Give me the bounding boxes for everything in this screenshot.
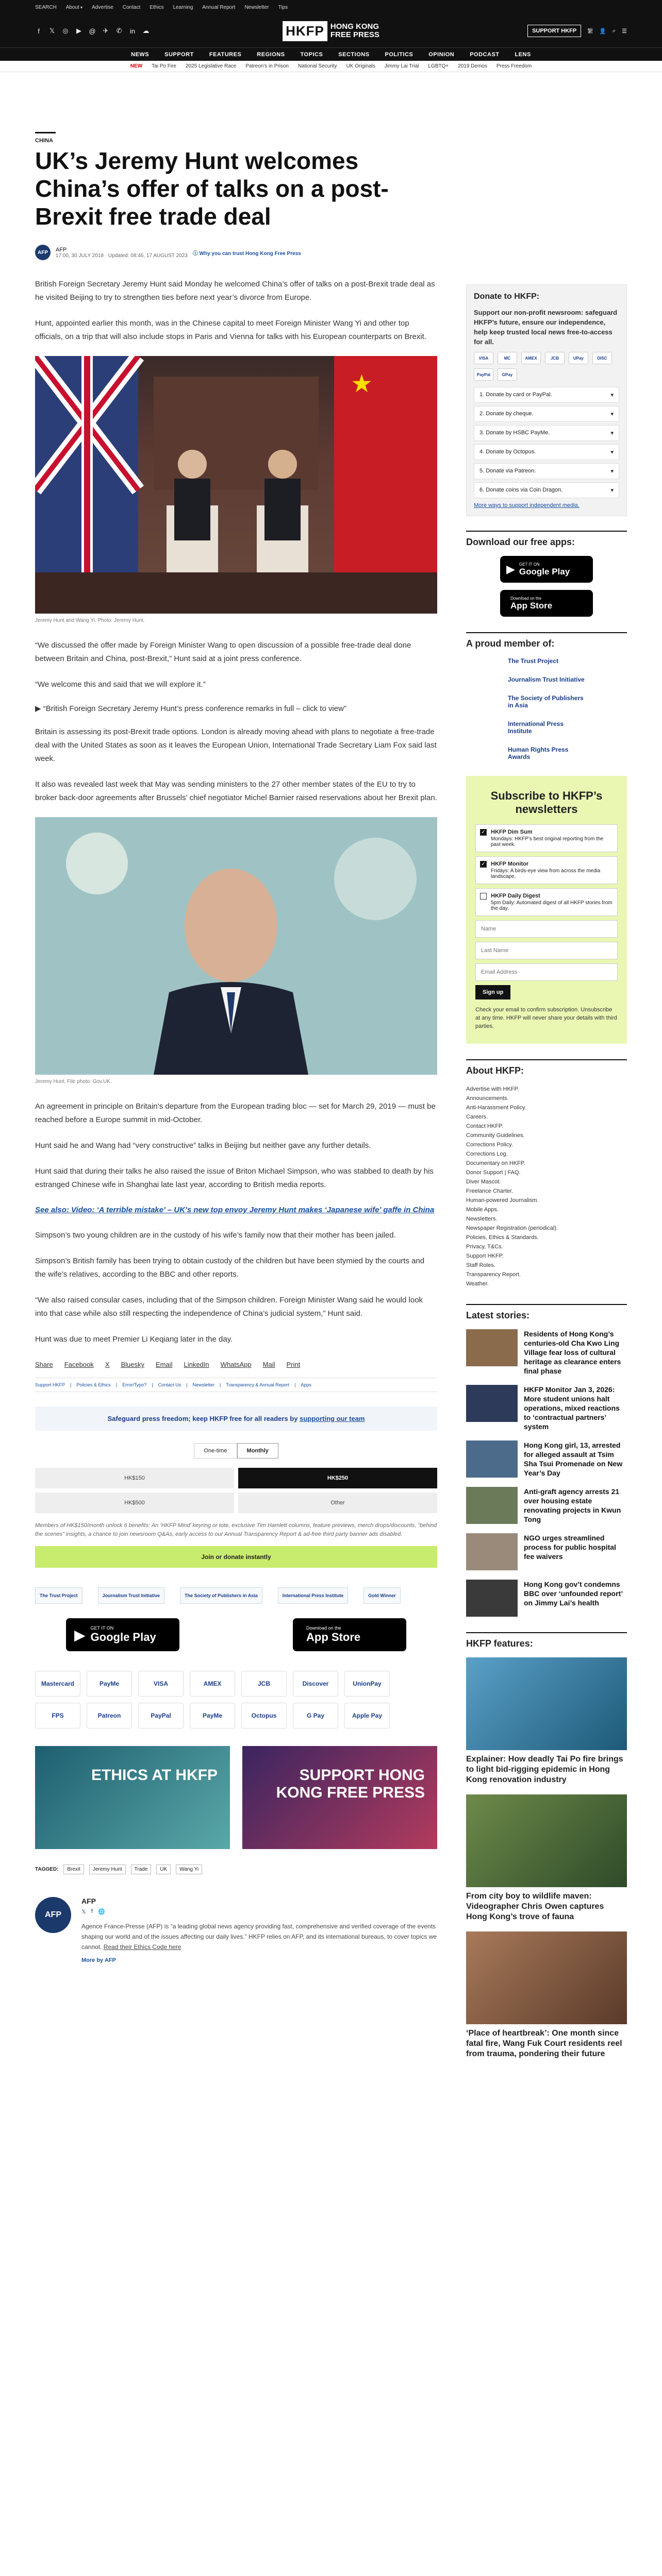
feature-item[interactable] [466,1931,627,2059]
donate-intro: Support our non-profit newsroom: safeguard HKFP’s future, ensure our independence, help keep trusted local news free-to-access for all. [474,309,618,346]
sopa-logo[interactable]: The Society of Publishers in Asia [180,1587,262,1604]
article-footer-links: Support HKFP | Policies & Ethics | Error/Typo? | Contact Us | Newsletter | Transparency & Annual Report | Apps [35,1378,437,1392]
share-print[interactable]: Print [286,1361,301,1368]
footer-link[interactable]: Contact Us [158,1382,181,1387]
card-logo: MC [498,352,517,364]
main-nav [0,47,662,61]
newsletter-desc: Fridays: A birds-eye view from across the media landscape. [491,868,601,879]
donate-option-label: 1. Donate by card or PayPal. [479,392,552,398]
donate-widget-title: Donate to HKFP: [474,292,540,301]
about-link[interactable]: Privacy, T&Cs. [466,1244,503,1250]
donate-option[interactable] [474,425,619,441]
paragraph: Hunt was due to meet Premier Li Keqiang later in the day. [35,1335,233,1344]
feature-headline[interactable]: Explainer: How deadly Tai Po fire brings to light bid-rigging epidemic in Hong Kong renovation industry [466,1755,623,1784]
story-thumbnail[interactable] [466,1440,518,1478]
feature-headline[interactable]: ‘Place of heartbreak’: One month since fatal fire, Wang Fuk Court residents reel from trauma, pondering their future [466,2029,622,2058]
card-logo: DISC [592,352,612,364]
amount-option-selected[interactable]: HK$250 [238,1468,437,1488]
donate-banner [35,1406,437,1431]
badge-line2: Google Play [519,566,570,577]
author-bio [81,1921,437,1952]
footer-link[interactable]: Transparency & Annual Report [226,1382,290,1387]
story-thumbnail[interactable] [466,1329,518,1366]
donate-option-label: 4. Donate by Octopus. [479,449,536,455]
tag[interactable]: Wang Yi [176,1865,202,1874]
ipi-logo[interactable]: International Press Institute [508,720,564,735]
payment-logo: Patreon [87,1703,132,1728]
payment-methods [35,1671,437,1728]
donate-option[interactable] [474,444,619,460]
newsletter-option[interactable] [475,888,618,916]
app-store-badge[interactable] [500,590,593,617]
youtube-icon[interactable]: ▶ [76,27,81,35]
language-toggle[interactable]: 繁 [587,28,593,35]
trending-link[interactable]: Tai Po Fire [152,63,176,69]
nav-features[interactable]: FEATURES [209,51,242,58]
newsletter-name: HKFP Daily Digest [491,893,540,899]
story-item[interactable] [466,1580,627,1617]
features-title: HKFP features: [466,1632,627,1649]
search-icon[interactable]: ⌕ [612,27,616,34]
donate-option-label: 2. Donate by cheque. [479,411,534,417]
donate-option[interactable] [474,463,619,479]
footer-link[interactable]: Newsletter [192,1382,215,1387]
story-headline[interactable]: Anti-graft agency arrests 21 over housing estate renovating projects in Kwun Tong [524,1487,621,1523]
search-link[interactable]: SEARCH [35,4,57,10]
share-bar [35,1361,437,1368]
svg-text:★: ★ [351,370,373,398]
paragraph: Simpson’s two young children are in the custody of his wife’s family now that their mother has been jailed. [35,1231,396,1240]
share-whatsapp[interactable]: WhatsApp [220,1361,252,1368]
tag[interactable]: Brexit [63,1865,84,1874]
ethics-link[interactable]: Ethics [150,4,164,10]
payment-logo: PayPal [138,1703,184,1728]
about-link[interactable]: Newspaper Registration (periodical). [466,1225,558,1231]
newsletter-option[interactable] [475,824,618,852]
award-logo[interactable]: Gold Winner [363,1587,400,1604]
trust-project-logo[interactable]: The Trust Project [35,1587,82,1604]
tags-label: TAGGED: [35,1867,59,1872]
photo-hunt [35,817,437,1075]
paragraph: Hunt, appointed earlier this month, was in the Chinese capital to meet Foreign Minister Wang Yi and other top officials, on a trip that will also include stops in Paris and Vienna for talks with his European counterparts on Brexit. [35,319,427,341]
about-link[interactable]: Support HKFP. [466,1253,504,1259]
signup-button[interactable]: Sign up [475,985,510,999]
nav-lens[interactable]: LENS [515,51,531,58]
google-play-icon: ▶ [506,563,515,575]
card-logo: VISA [474,352,493,364]
logo-name [330,23,379,39]
support-hkfp-button[interactable]: SUPPORT HKFP [527,25,581,37]
story-item[interactable] [466,1385,627,1431]
about-link[interactable]: Announcements. [466,1095,509,1101]
amount-option[interactable]: HK$500 [35,1493,234,1513]
paragraph: An agreement in principle on Britain’s departure from the European trading bloc — set for March 29, 2019 — must be reached before a Europe summit in mid-October. [35,1102,436,1124]
about-link[interactable]: Weather. [466,1281,489,1287]
footer-link[interactable]: Policies & Ethics [76,1382,111,1387]
chevron-down-icon: ▾ [610,487,614,494]
paragraph: “We welcome this and said that we will explore it.” [35,680,206,689]
about-link[interactable]: Careers. [466,1114,488,1120]
photo-caption: Jeremy Hunt. File photo: Gov.UK. [35,1079,112,1084]
nav-podcast[interactable]: PODCAST [470,51,500,58]
logo-mark: HKFP [283,21,327,41]
nav-topics[interactable]: TOPICS [300,51,323,58]
badge-line2: Google Play [90,1631,156,1643]
paragraph: It also was revealed last week that May was sending ministers to the 27 other member states of the EU to try to broker back-door agreements after Brussels’ chief negotiator Michel Barnier raised reservations about her Brexit plan. [35,780,437,802]
newsletter-name: HKFP Dim Sum [491,829,533,835]
trending-link[interactable]: 2025 Legislative Race [185,63,237,69]
expand-remarks-toggle[interactable]: ▶ “British Foreign Secretary Jeremy Hunt’s press conference remarks in full – click to view” [35,704,346,713]
payment-logo: JCB [241,1671,287,1697]
nav-support[interactable]: SUPPORT [164,51,194,58]
photo-hunt-wang [35,356,437,614]
about-link[interactable]: Corrections Log. [466,1151,508,1157]
annual-report-link[interactable]: Annual Report [202,4,236,10]
trending-link[interactable]: Press Freedom [496,63,532,69]
user-icon[interactable]: 👤 [599,28,606,35]
badge-line1: Download on the [306,1625,341,1631]
first-name-input[interactable] [475,920,618,938]
nav-news[interactable]: NEWS [131,51,150,58]
donate-widget [466,284,627,516]
paragraph: Hunt said he and Wang had “very constructive” talks in Beijing but neither gave any further details. [35,1141,371,1150]
card-logo: GPay [498,368,517,381]
award-logo[interactable]: Human Rights Press Awards [508,746,569,760]
bluesky-icon[interactable]: ☁ [142,27,150,35]
author-box-avatar[interactable]: AFP [35,1897,71,1933]
support-promo[interactable]: SUPPORT HONG KONG FREE PRESS [242,1746,437,1849]
ipi-logo[interactable]: International Press Institute [278,1587,349,1604]
chevron-down-icon: ▾ [610,468,614,474]
about-link[interactable]: About ▾ [66,5,82,10]
trending-link[interactable]: UK Originals [346,63,375,69]
payment-logo: PayMe [190,1703,235,1728]
payment-logo: FPS [35,1703,80,1728]
feature-thumbnail[interactable] [466,1794,627,1887]
share-bluesky[interactable]: Bluesky [121,1361,144,1368]
article [35,132,437,1963]
telegram-icon[interactable]: ✈ [103,27,109,35]
email-input[interactable] [475,963,618,981]
ethics-code-link[interactable]: Read their Ethics Code here [103,1943,181,1951]
latest-title: Latest stories: [466,1304,627,1321]
story-item[interactable] [466,1329,627,1376]
paragraph: British Foreign Secretary Jeremy Hunt said Monday he welcomed China’s offer of talks on a post-Brexit trade deal as he visited Beijing to try to strengthen ties before next year’s divorce from Europe. [35,280,435,302]
card-logo: UPay [569,352,588,364]
donate-option-label: 6. Donate coins via Coin Dragon. [479,487,563,493]
about-link[interactable]: Advertise with HKFP. [466,1086,519,1092]
member-logos [466,657,627,760]
about-link[interactable]: Contact HKFP. [466,1123,503,1129]
checkbox[interactable] [480,893,487,900]
feature-headline[interactable]: From city boy to wildlife maven: Videographer Chris Owen captures Hong Kong’s trove of fauna [466,1892,604,1921]
sidebar [466,284,627,2069]
app-badges [66,1618,406,1651]
story-item[interactable] [466,1533,627,1570]
logo-name-line2: FREE PRESS [330,30,379,39]
payment-logo: UnionPay [344,1671,390,1697]
paragraph: Britain is assessing its post-Brexit trade options. London is already moving ahead with plans to negotiate a free-trade deal with the United States as soon as it leaves the European Union, International Trade Secretary Liam Fox said last week. [35,727,437,763]
tag[interactable]: Trade [131,1865,152,1874]
story-headline[interactable]: NGO urges streamlined process for public hospital fee waivers [524,1534,616,1561]
share-mail[interactable]: Mail [262,1361,275,1368]
about-link[interactable]: Staff Roles. [466,1262,495,1268]
chevron-down-icon: ▾ [610,449,614,455]
google-play-icon: ▶ [74,1626,86,1643]
author-box [35,1897,437,1963]
share-email[interactable]: Email [156,1361,173,1368]
social-icons [35,27,150,35]
article-category[interactable]: CHINA [35,132,56,144]
newsletter-note: Check your email to confirm subscription. Unsubscribe at any time. HKFP will never share your details with third parties. [475,1007,617,1029]
payment-logo: AMEX [190,1671,235,1697]
tab-monthly[interactable]: Monthly [237,1443,278,1459]
about-link[interactable]: Community Guidelines. [466,1132,525,1139]
badge-line2: App Store [510,600,553,611]
story-headline[interactable]: HKFP Monitor Jan 3, 2026: More student unions halt operations, mixed reactions to ‘contractual partners’ system [524,1385,620,1431]
donate-option[interactable] [474,482,619,498]
about-link[interactable]: Documentary on HKFP. [466,1160,525,1166]
photo-caption: Jeremy Hunt and Wang Yi. Photo: Jeremy Hunt. [35,618,145,623]
trending-link[interactable]: LGBTQ+ [428,63,449,69]
about-link[interactable]: Donor Support | FAQ. [466,1170,521,1176]
donate-option-label: 5. Donate via Patreon. [479,468,536,474]
masthead [0,14,662,47]
trending-link[interactable]: 2019 Demos [458,63,487,69]
newsletter-title: Subscribe to HKFP’s newsletters [490,789,603,816]
byline [35,245,437,260]
trust-link-label: Why you can trust Hong Kong Free Press [199,250,301,257]
partner-logos [35,1587,437,1604]
donate-option[interactable] [474,387,619,403]
card-logo: AMEX [521,352,541,364]
jti-logo[interactable]: Journalism Trust Initiative [98,1587,165,1604]
nav-opinion[interactable]: OPINION [428,51,455,58]
payment-logo: PayMe [87,1671,132,1697]
badge-line1: GET IT ON [519,562,540,567]
story-item[interactable] [466,1440,627,1478]
join-donate-button[interactable]: Join or donate instantly [35,1546,437,1568]
facebook-icon[interactable]: f [91,1908,93,1914]
chevron-down-icon: ▾ [610,392,614,398]
article-photo [35,817,437,1075]
card-logo: JCB [545,352,565,364]
donate-option-label: 3. Donate by HSBC PayMe. [479,430,550,436]
sopa-logo[interactable]: The Society of Publishers in Asia [508,694,584,709]
google-play-badge[interactable] [66,1618,179,1651]
about-link[interactable]: Human-powered Journalism. [466,1197,539,1204]
story-thumbnail[interactable] [466,1533,518,1570]
payment-logo: Discover [293,1671,338,1697]
nav-sections[interactable]: SECTIONS [338,51,370,58]
donate-option[interactable] [474,406,619,422]
feature-item[interactable] [466,1794,627,1922]
top-utility-bar [0,0,662,14]
story-thumbnail[interactable] [466,1580,518,1617]
app-store-badge[interactable] [293,1618,406,1651]
google-play-badge[interactable] [500,556,593,583]
about-links [466,1084,627,1289]
badge-line1: GET IT ON [90,1625,114,1631]
checkbox-checked[interactable]: ✓ [480,829,487,836]
support-team-link[interactable]: supporting our team [300,1415,365,1422]
card-logos [474,352,619,381]
footer-link[interactable]: Error/Typo? [122,1382,147,1387]
about-link[interactable]: Anti-Harassment Policy. [466,1105,526,1111]
article-title: UK’s Jeremy Hunt welcomes China’s offer of talks on a post-Brexit free trade deal [35,147,389,230]
amount-option[interactable]: HK$150 [35,1468,234,1488]
newsletter-name: HKFP Monitor [491,861,529,867]
tier-benefits: Members of HK$150/month unlock 6 benefits: An ‘HKFP Mind’ keyring or tote, exclusive Tim Hamlett columns, feature previews, merch drops/discounts, “behind the scenes” insights, a chance to join newsroom Q&As, early access to our Annual Transparency Report & ad-free third party banner ads disabled. [35,1522,437,1537]
publish-date: 17:00, 30 JULY 2018 · Updated: 08:46, 17 AUGUST 2023 [56,252,188,259]
chevron-down-icon: ▾ [610,430,614,436]
about-link[interactable]: Mobile Apps. [466,1207,499,1213]
author-bio-text: Agence France-Presse (AFP) is “a leading global news agency providing fast, comprehensive and verified coverage of the events shaping our world and of the issues affecting our daily lives.” HKFP relies on AFP, and its international bureaus, to cover topics we cannot. [81,1923,437,1951]
promo-banners [35,1746,437,1849]
apps-title: Download our free apps: [466,531,627,548]
author-box-name[interactable]: AFP [81,1897,96,1905]
contact-link[interactable]: Contact [122,4,141,10]
donate-frequency-toggle [35,1443,437,1459]
trust-project-logo[interactable]: The Trust Project [508,657,559,665]
about-title: About HKFP: [466,1059,627,1076]
nav-regions[interactable]: REGIONS [257,51,285,58]
paragraph: Simpson’s British family has been trying to obtain custody of the children but have been stymied by the courts and the wife’s relatives, according to the BBC and other reports. [35,1257,425,1279]
last-name-input[interactable] [475,942,618,959]
paragraph: Hunt said that during their talks he also raised the issue of Briton Michael Simpson, who was stabbed to death by his estranged Chinese wife in Shanghai late last year, according to British media reports. [35,1167,434,1189]
share-x[interactable]: X [105,1361,110,1368]
story-headline[interactable]: Hong Kong gov’t condemns BBC over ‘unfounded report’ on Jimmy Lai’s health [524,1580,623,1607]
tab-one-time[interactable]: One-time [194,1443,237,1459]
trending-link[interactable]: National Security [297,63,337,69]
donate-banner-text: Safeguard press freedom; keep HKFP free for all readers by [107,1415,298,1422]
donate-amounts [35,1468,437,1513]
footer-link[interactable]: Apps [301,1382,311,1387]
share-facebook[interactable]: Facebook [64,1361,94,1368]
author-avatar[interactable]: AFP [35,245,51,260]
tag[interactable]: Jeremy Hunt [89,1865,126,1874]
share-linkedin[interactable]: LinkedIn [184,1361,209,1368]
logo-name-line1: HONG KONG [330,22,379,31]
author-name[interactable]: AFP [56,246,67,253]
advertise-link[interactable]: Advertise [92,4,113,10]
ethics-promo[interactable]: ETHICS AT HKFP [35,1746,230,1849]
more-by-author-link[interactable]: More by AFP [81,1957,116,1963]
about-link[interactable]: Diver Mascot. [466,1179,501,1185]
author-social [81,1908,437,1915]
twitter-icon[interactable]: 𝕏 [81,1909,86,1915]
whatsapp-icon[interactable]: ✆ [116,27,122,35]
tag-list [35,1865,437,1874]
story-headline[interactable]: Hong Kong girl, 13, arrested for alleged assault at Tsim Sha Tsui Promenade on New Year’s Day [524,1441,623,1477]
about-link[interactable]: Freelance Charter. [466,1188,514,1194]
about-link[interactable]: Newsletters. [466,1216,498,1222]
about-link[interactable]: Policies, Ethics & Standards. [466,1234,539,1241]
new-badge: NEW [130,63,143,69]
footer-link[interactable]: Support HKFP [35,1382,65,1387]
payment-logo: Octopus [241,1703,287,1728]
chevron-down-icon: ▾ [610,411,614,417]
tips-link[interactable]: Tips [278,4,288,10]
newsletter-link[interactable]: Newsletter [244,4,269,10]
facebook-icon[interactable]: f [38,27,40,35]
paragraph: “We also raised consular cases, including that of the Simpson children. Foreign Minister Wang said he would look into that case while also still respecting the independence of China’s judicial system,” Hunt said. [35,1296,423,1318]
more-ways-link[interactable]: More ways to support independent media. [474,502,580,509]
story-item[interactable] [466,1487,627,1524]
badge-line2: App Store [306,1631,361,1643]
feature-thumbnail[interactable] [466,1657,627,1750]
amount-option-other[interactable]: Other [238,1493,437,1513]
about-link[interactable]: Corrections Policy. [466,1142,513,1148]
trust-link[interactable]: ⓘ Why you can trust Hong Kong Free Press [192,250,301,257]
card-logo: PayPal [474,368,493,381]
instagram-icon[interactable]: ◎ [62,27,69,35]
learning-link[interactable]: Learning [173,4,193,10]
member-title: A proud member of: [466,632,627,649]
newsletter-signup [466,776,627,1044]
trending-link[interactable]: Jimmy Lai Trial [384,63,419,69]
story-thumbnail[interactable] [466,1487,518,1524]
threads-icon[interactable]: @ [89,27,96,35]
newsletter-desc: 5pm Daily: Automated digest of all HKFP stories from the day. [491,900,613,911]
jti-logo[interactable]: Journalism Trust Initiative [508,676,585,683]
globe-icon[interactable]: 🌐 [97,1909,105,1915]
trending-link[interactable]: Patreon's in Prison [245,63,289,69]
checkbox-checked[interactable]: ✓ [480,861,487,868]
nav-politics[interactable]: POLITICS [385,51,413,58]
payment-logo: Mastercard [35,1671,80,1697]
story-headline[interactable]: Residents of Hong Kong’s centuries-old Cha Kwo Ling Village fear loss of cultural heritage as clearance enters final phase [524,1330,621,1375]
about-link[interactable]: Transparency Report. [466,1272,521,1278]
payment-logo: Apple Pay [344,1703,390,1728]
see-also-link[interactable]: See also: Video: ‘A terrible mistake’ – UK’s new top envoy Jeremy Hunt makes ‘Japanese wife’ gaffe in China [35,1206,435,1214]
payment-logo: G Pay [293,1703,338,1728]
badge-line1: Download on the [510,596,542,601]
article-photo [35,356,437,614]
trending-bar [0,61,662,72]
share-label: Share [35,1361,53,1368]
site-logo[interactable] [283,21,379,41]
paragraph: “We discussed the offer made by Foreign Minister Wang to open discussion of a possible free-trade deal done between Britain and China, post-Brexit,” Hunt said at a joint press conference. [35,641,411,663]
feature-thumbnail[interactable] [466,1931,627,2024]
twitter-icon[interactable]: 𝕏 [49,27,55,35]
newsletter-desc: Mondays: HKFP’s best original reporting from the past week. [491,836,604,848]
story-thumbnail[interactable] [466,1385,518,1422]
payment-logo: VISA [138,1671,184,1697]
newsletter-option[interactable] [475,856,618,884]
feature-item[interactable] [466,1657,627,1785]
menu-icon[interactable]: ☰ [622,28,627,35]
linkedin-icon[interactable]: in [129,27,136,35]
tag[interactable]: UK [156,1865,171,1874]
